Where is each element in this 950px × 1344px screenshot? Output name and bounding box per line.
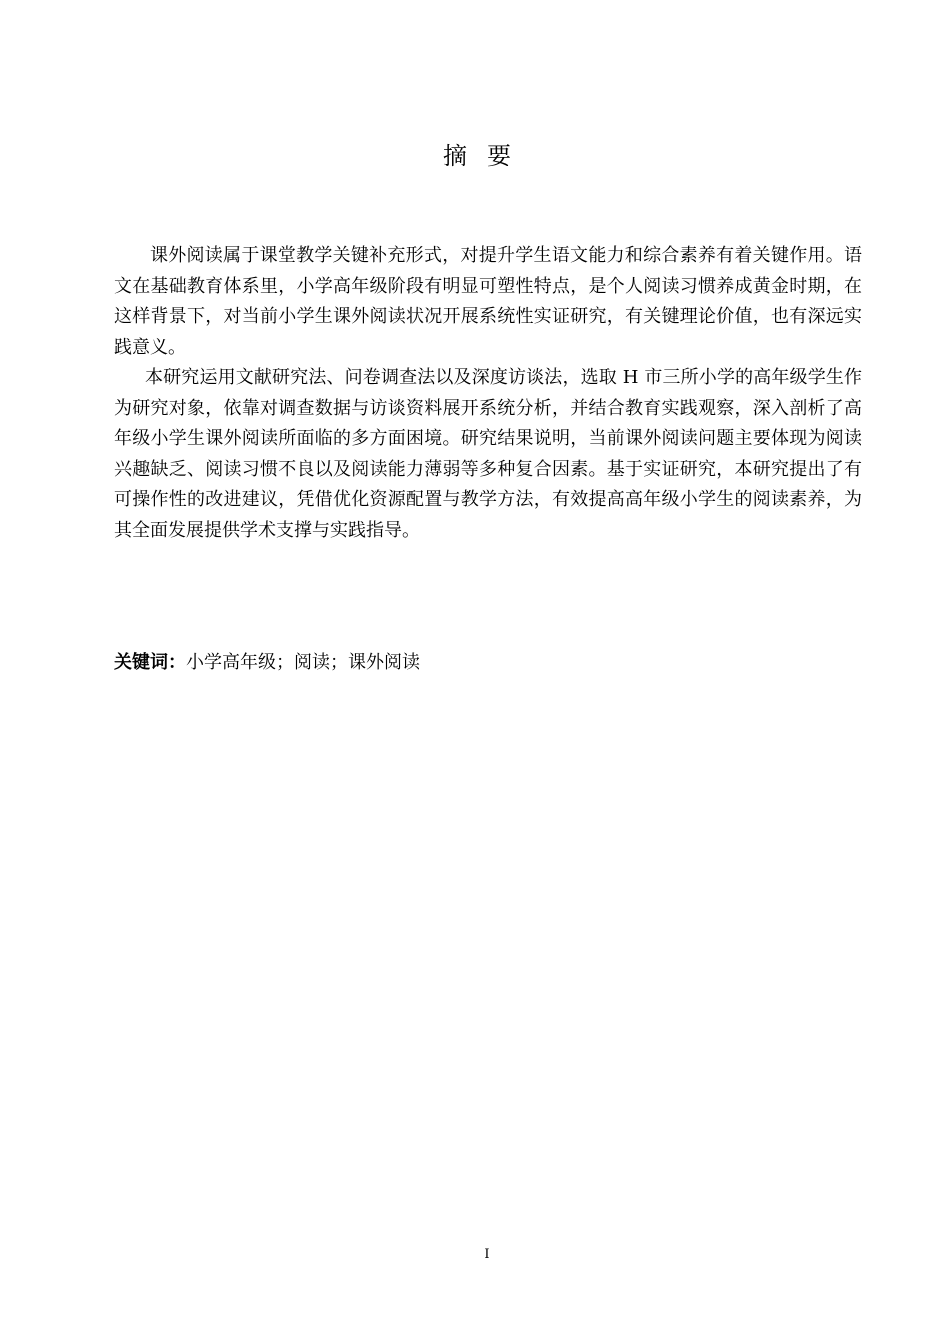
page-number: I <box>484 1247 490 1262</box>
abstract-body <box>114 241 862 546</box>
keywords-label: 关键词： <box>114 652 186 673</box>
abstract-paragraph-1: 课外阅读属于课堂教学关键补充形式，对提升学生语文能力和综合素养有着关键作用。语文在基础教育体系里，小学高年级阶段有明显可塑性特点，是个人阅读习惯养成黄金时期，在这样背景下，对当前小学生课外阅读状况开展系统性实证研究，有关键理论价值，也有深远实践意义。 <box>114 245 862 358</box>
keywords-value: 小学高年级；阅读；课外阅读 <box>186 652 420 673</box>
abstract-paragraph-2: 本研究运用文献研究法、问卷调查法以及深度访谈法，选取 H 市三所小学的高年级学生作为研究对象，依靠对调查数据与访谈资料展开系统分析，并结合教育实践观察，深入剖析了高年级小学生课外阅读所面临的多方面困境。研究结果说明，当前课外阅读问题主要体现为阅读兴趣缺乏、阅读习惯不良以及阅读能力薄弱等多种复合因素。基于实证研究，本研究提出了有可操作性的改进建议，凭借优化资源配置与教学方法，有效提高高年级小学生的阅读素养，为其全面发展提供学术支撑与实践指导。 <box>114 367 862 541</box>
abstract-title: 摘要 <box>443 142 531 171</box>
keywords-line <box>114 648 862 678</box>
